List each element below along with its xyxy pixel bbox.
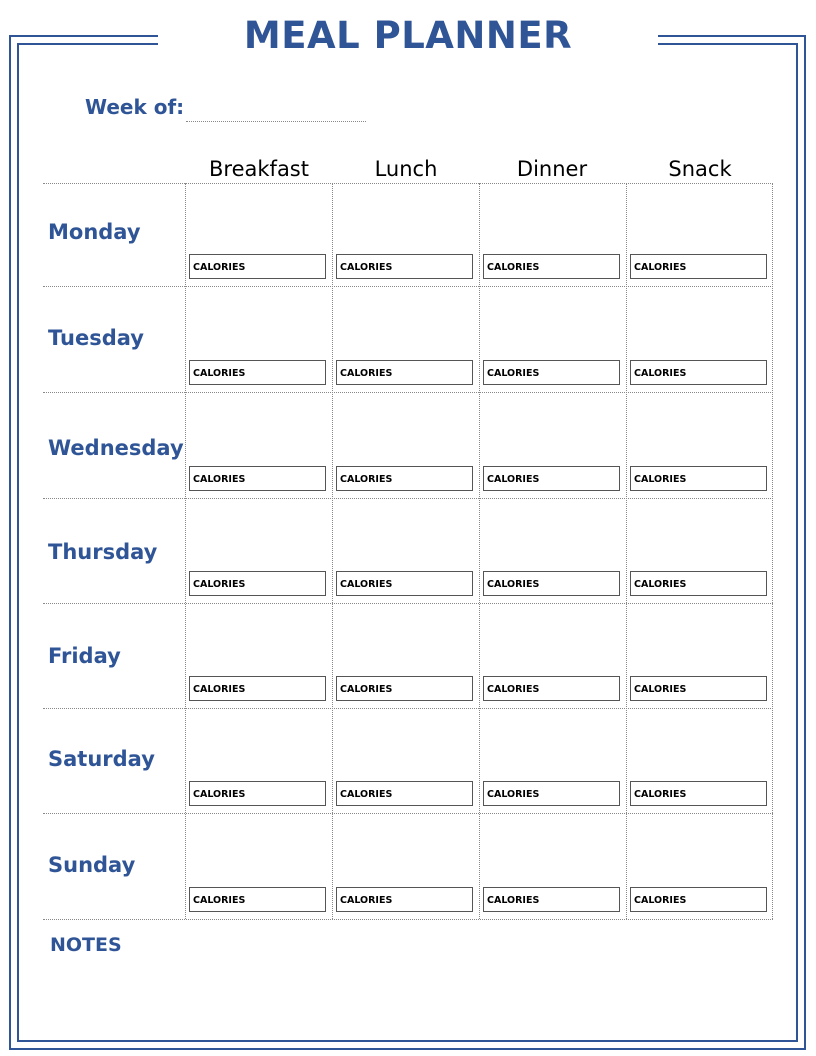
grid-line xyxy=(772,183,773,919)
grid-line xyxy=(185,183,186,919)
day-label-sunday: Sunday xyxy=(48,853,136,877)
calories-field-dinner[interactable]: CALORIES xyxy=(483,781,620,806)
calories-field-lunch[interactable]: CALORIES xyxy=(336,571,473,596)
notes-label: NOTES xyxy=(50,934,122,956)
calories-field-dinner[interactable]: CALORIES xyxy=(483,676,620,701)
col-header-dinner: Dinner xyxy=(516,157,588,181)
calories-field-dinner[interactable]: CALORIES xyxy=(483,571,620,596)
day-label-saturday: Saturday xyxy=(48,747,155,771)
calories-field-snack[interactable]: CALORIES xyxy=(630,676,767,701)
calories-field-breakfast[interactable]: CALORIES xyxy=(189,360,326,385)
grid-line xyxy=(43,286,773,287)
calories-field-dinner[interactable]: CALORIES xyxy=(483,466,620,491)
page-title: MEAL PLANNER xyxy=(243,14,573,57)
grid-line xyxy=(43,813,773,814)
day-label-wednesday: Wednesday xyxy=(48,436,184,460)
grid-line xyxy=(43,498,773,499)
calories-field-snack[interactable]: CALORIES xyxy=(630,466,767,491)
grid-line xyxy=(43,708,773,709)
week-of-field[interactable] xyxy=(186,121,366,122)
calories-field-lunch[interactable]: CALORIES xyxy=(336,254,473,279)
calories-field-breakfast[interactable]: CALORIES xyxy=(189,571,326,596)
grid-line xyxy=(479,183,480,919)
calories-field-lunch[interactable]: CALORIES xyxy=(336,676,473,701)
calories-field-snack[interactable]: CALORIES xyxy=(630,571,767,596)
calories-field-dinner[interactable]: CALORIES xyxy=(483,887,620,912)
week-of-label: Week of: xyxy=(85,95,185,119)
col-header-snack: Snack xyxy=(668,157,732,181)
day-label-tuesday: Tuesday xyxy=(48,326,144,350)
calories-field-lunch[interactable]: CALORIES xyxy=(336,781,473,806)
grid-line xyxy=(626,183,627,919)
calories-field-breakfast[interactable]: CALORIES xyxy=(189,466,326,491)
calories-field-snack[interactable]: CALORIES xyxy=(630,781,767,806)
col-header-breakfast: Breakfast xyxy=(209,157,309,181)
col-header-lunch: Lunch xyxy=(374,157,438,181)
calories-field-snack[interactable]: CALORIES xyxy=(630,360,767,385)
grid-line xyxy=(43,603,773,604)
grid-line xyxy=(43,183,773,184)
calories-field-lunch[interactable]: CALORIES xyxy=(336,466,473,491)
day-label-monday: Monday xyxy=(48,220,141,244)
day-label-thursday: Thursday xyxy=(48,540,158,564)
calories-field-breakfast[interactable]: CALORIES xyxy=(189,254,326,279)
calories-field-lunch[interactable]: CALORIES xyxy=(336,887,473,912)
calories-field-dinner[interactable]: CALORIES xyxy=(483,360,620,385)
calories-field-breakfast[interactable]: CALORIES xyxy=(189,676,326,701)
grid-line xyxy=(43,392,773,393)
grid-line xyxy=(43,919,773,920)
calories-field-snack[interactable]: CALORIES xyxy=(630,887,767,912)
calories-field-dinner[interactable]: CALORIES xyxy=(483,254,620,279)
day-label-friday: Friday xyxy=(48,644,121,668)
calories-field-breakfast[interactable]: CALORIES xyxy=(189,887,326,912)
grid-line xyxy=(332,183,333,919)
calories-field-lunch[interactable]: CALORIES xyxy=(336,360,473,385)
calories-field-snack[interactable]: CALORIES xyxy=(630,254,767,279)
calories-field-breakfast[interactable]: CALORIES xyxy=(189,781,326,806)
